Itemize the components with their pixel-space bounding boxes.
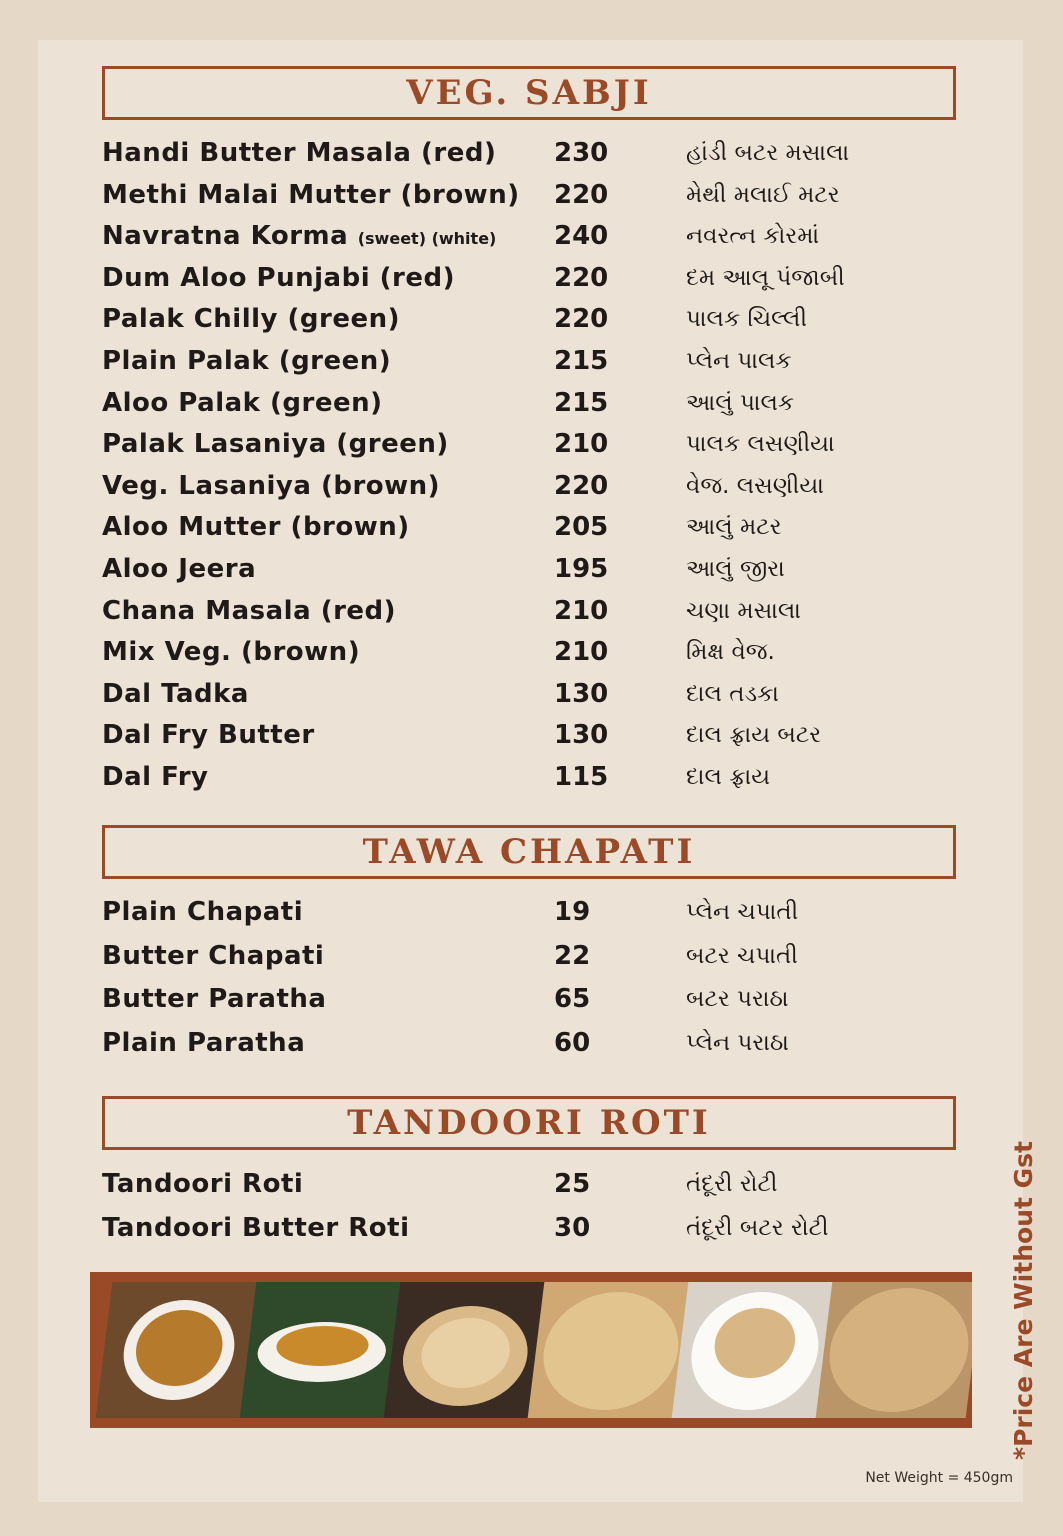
- menu-item: [102, 596, 962, 638]
- item-name: Palak Chilly (green): [102, 304, 401, 335]
- menu-item: [102, 984, 962, 1028]
- item-name: Aloo Mutter (brown): [102, 512, 410, 543]
- item-name: Aloo Jeera: [102, 553, 257, 584]
- veg-sabji-list: [102, 138, 962, 804]
- item-price: 30: [554, 1212, 591, 1243]
- item-name: Plain Chapati: [102, 897, 304, 927]
- item-price: 60: [554, 1027, 591, 1058]
- item-name-gujarati: આલું મટર: [686, 514, 782, 541]
- item-name: Tandoori Roti: [102, 1169, 304, 1199]
- item-price: 130: [554, 678, 609, 709]
- menu-item: [102, 637, 962, 679]
- item-name: Mix Veg. (brown): [102, 637, 361, 668]
- item-name: Navratna Korma (sweet) (white): [102, 221, 497, 252]
- food-photo-paratha-plate: [672, 1282, 839, 1418]
- item-name: Butter Paratha: [102, 984, 327, 1015]
- item-price: 215: [554, 387, 609, 418]
- item-price: 195: [554, 553, 609, 584]
- section-title-tandoori-roti: TANDOORI ROTI: [102, 1096, 956, 1150]
- menu-item: [102, 762, 962, 804]
- tawa-chapati-list: [102, 897, 962, 1071]
- item-name: Plain Palak (green): [102, 345, 392, 376]
- item-price: 115: [554, 761, 609, 792]
- menu-item: [102, 554, 962, 596]
- item-price: 130: [554, 720, 609, 751]
- item-name-gujarati: બટર પરાઠા: [686, 986, 789, 1013]
- item-price: 215: [554, 345, 609, 376]
- menu-item: [102, 1028, 962, 1072]
- item-price: 220: [554, 179, 609, 210]
- menu-item: [102, 1169, 962, 1213]
- menu-item: [102, 471, 962, 513]
- item-name-gujarati: મિક્ષ વેજ.: [686, 639, 775, 666]
- section-title-tawa-chapati: TAWA CHAPATI: [102, 825, 956, 879]
- item-price: 210: [554, 595, 609, 626]
- item-name-gujarati: પાલક લસણીયા: [686, 431, 835, 458]
- item-price: 220: [554, 470, 609, 501]
- item-name: Palak Lasaniya (green): [102, 429, 449, 460]
- menu-item: [102, 346, 962, 388]
- item-name-gujarati: આલું પાલક: [686, 389, 795, 416]
- food-photo-aloo-mutter: [240, 1282, 407, 1418]
- item-name: Dal Tadka: [102, 678, 249, 709]
- item-name-gujarati: તંદૂરી બટર રોટી: [686, 1214, 829, 1241]
- item-name: Plain Paratha: [102, 1027, 306, 1058]
- item-price: 25: [554, 1169, 591, 1199]
- item-price: 22: [554, 940, 591, 971]
- item-price: 210: [554, 429, 609, 460]
- item-name-gujarati: પ્લેન પાલક: [686, 347, 792, 374]
- menu-item: [102, 221, 962, 263]
- item-name: Dum Aloo Punjabi (red): [102, 262, 455, 293]
- item-name: Methi Malai Mutter (brown): [102, 179, 520, 210]
- menu-item: [102, 1213, 962, 1257]
- item-name: Dal Fry Butter: [102, 720, 315, 751]
- item-name-gujarati: હાંડી બટર મસાલા: [686, 140, 850, 166]
- item-price: 220: [554, 304, 609, 335]
- item-name-gujarati: દાલ તડકા: [686, 680, 779, 707]
- menu-item: [102, 720, 962, 762]
- item-price: 19: [554, 897, 591, 927]
- food-photo-chapati-stack: [384, 1282, 551, 1418]
- item-price: 205: [554, 512, 609, 543]
- food-photo-butter-naan: [528, 1282, 695, 1418]
- menu-item: [102, 512, 962, 554]
- tandoori-roti-list: [102, 1169, 962, 1256]
- item-name-gujarati: મેથી મલાઈ મટર: [686, 181, 840, 208]
- menu-item: [102, 388, 962, 430]
- section-title-veg-sabji: VEG. SABJI: [102, 66, 956, 120]
- menu-item: [102, 941, 962, 985]
- item-price: 65: [554, 984, 591, 1015]
- item-name-gujarati: તંદૂરી રોટી: [686, 1171, 778, 1197]
- item-name: Handi Butter Masala (red): [102, 138, 497, 168]
- food-photo-strip: [90, 1272, 972, 1428]
- item-price: 230: [554, 138, 609, 168]
- food-photo-roti-basket: [816, 1282, 972, 1418]
- item-name: Tandoori Butter Roti: [102, 1212, 410, 1243]
- item-name-gujarati: પ્લેન ચપાતી: [686, 899, 799, 925]
- menu-item: [102, 138, 962, 180]
- item-name-gujarati: બટર ચપાતી: [686, 942, 798, 969]
- item-price: 240: [554, 221, 609, 252]
- item-name-gujarati: દમ આલૂ પંજાબી: [686, 264, 845, 291]
- menu-item: [102, 429, 962, 471]
- item-name-gujarati: પાલક ચિલ્લી: [686, 306, 808, 333]
- item-name-gujarati: ચણા મસાલા: [686, 597, 801, 624]
- item-name-gujarati: દાલ ફ્રાય બટર: [686, 722, 822, 749]
- item-name: Butter Chapati: [102, 940, 325, 971]
- menu-item: [102, 897, 962, 941]
- food-photo-curry: [96, 1282, 263, 1418]
- net-weight-note: Net Weight = 450gm: [865, 1470, 1013, 1486]
- item-name: Dal Fry: [102, 761, 209, 792]
- item-name: Aloo Palak (green): [102, 387, 383, 418]
- menu-item: [102, 304, 962, 346]
- menu-item: [102, 180, 962, 222]
- menu-item: [102, 263, 962, 305]
- item-name: Chana Masala (red): [102, 595, 397, 626]
- item-name-gujarati: આલું જીરા: [686, 555, 785, 582]
- item-name-gujarati: પ્લેન પરાઠા: [686, 1029, 789, 1056]
- item-name: Veg. Lasaniya (brown): [102, 470, 441, 501]
- item-name-gujarati: નવરત્ન કોરમાં: [686, 223, 820, 250]
- item-name-gujarati: વેજ. લસણીયા: [686, 472, 824, 499]
- item-name-gujarati: દાલ ફ્રાય: [686, 763, 771, 790]
- menu-item: [102, 679, 962, 721]
- item-price: 210: [554, 637, 609, 668]
- item-price: 220: [554, 262, 609, 293]
- gst-note: *Price Are Without Gst: [1009, 1141, 1038, 1460]
